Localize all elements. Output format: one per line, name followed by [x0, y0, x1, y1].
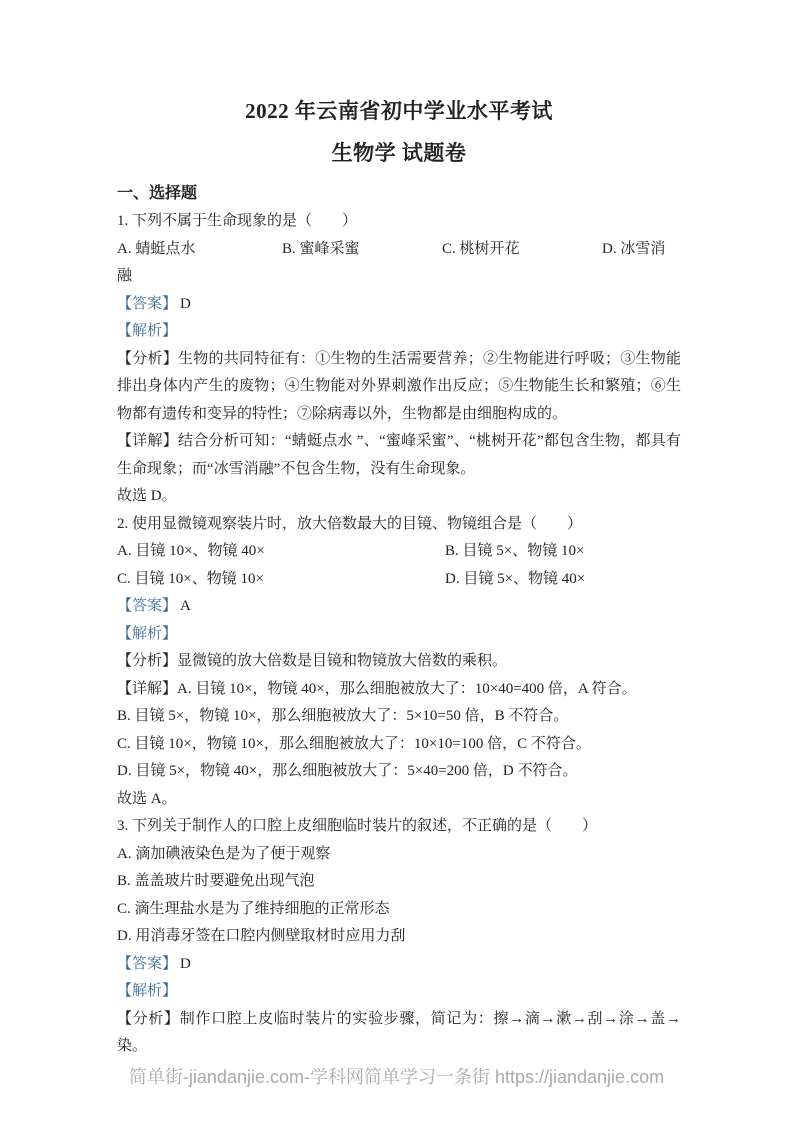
question-1-analysis: 【分析】生物的共同特征有：①生物的生活需要营养；②生物能进行呼吸；③生物能排出身体内产生的废物；④生物能对外界刺激作出反应；⑤生物能生长和繁殖；⑥生物都有遗传和变异的特性；⑦除病毒以外，生物都是由细胞构成的。 — [117, 350, 681, 422]
option-q1-d-wrap: 融 — [117, 268, 133, 284]
question-1-conclusion: 故选 D。 — [117, 488, 177, 504]
answer-value: A — [180, 598, 191, 614]
question-3-analysis: 【分析】制作口腔上皮临时装片的实验步骤，简记为：擦→滴→漱→刮→涂→盖→染。 — [117, 1010, 681, 1054]
question-2-options-row-2 — [117, 566, 681, 594]
option-q2-d: D. 目镜 5×、物镜 40× — [445, 570, 586, 587]
exam-title: 2022 年云南省初中学业水平考试 — [245, 99, 553, 123]
option-q3-d: D. 用消毒牙签在口腔内侧壁取材时应用力刮 — [117, 928, 406, 944]
question-3-answer-line — [117, 951, 681, 979]
option-q2-c: C. 目镜 10×、物镜 10× — [117, 570, 264, 587]
question-2-stem: 2. 使用显微镜观察装片时，放大倍数最大的目镜、物镜组合是（ ） — [117, 515, 583, 532]
section-heading: 一、选择题 — [117, 185, 198, 202]
exam-subtitle: 生物学 试题卷 — [331, 141, 467, 165]
answer-label: 【答案】 — [117, 598, 178, 614]
question-2-conclusion: 故选 A。 — [117, 790, 177, 807]
answer-label: 【答案】 — [117, 955, 178, 972]
question-2-detail-c: C. 目镜 10×，物镜 10×，那么细胞被放大了：10×10=100 倍，C 不符合。 — [117, 735, 591, 752]
option-q3-c: C. 滴生理盐水是为了维持细胞的正常形态 — [117, 900, 390, 917]
question-1-answer-line — [117, 291, 681, 319]
option-q3-a: A. 滴加碘液染色是为了便于观察 — [117, 845, 331, 862]
question-2-detail-d: D. 目镜 5×，物镜 40×，那么细胞被放大了：5×40=200 倍，D 不符合。 — [117, 763, 578, 779]
question-1-jiexi-line — [117, 318, 681, 346]
option-q1-a: A. 蜻蜓点水 — [117, 240, 196, 257]
question-2-jiexi-line — [117, 621, 681, 649]
question-2-detail-a: 【详解】A. 目镜 10×，物镜 40×，那么细胞被放大了：10×40=400 倍，A 符合。 — [117, 680, 637, 697]
question-3-jiexi-line — [117, 978, 681, 1006]
question-1-detail: 【详解】结合分析可知：“蜻蜓点水 ”、“蜜峰采蜜”、“桃树开花”都包含生物，都具有生命现象；而“冰雪消融”不包含生物，没有生命现象。 — [117, 433, 681, 477]
option-q1-c: C. 桃树开花 — [442, 240, 520, 257]
analysis-label: 【解析】 — [117, 323, 178, 339]
analysis-label: 【解析】 — [117, 983, 178, 999]
footer-watermark: 简单街-jiandanjie.com-学科网简单学习一条街 https://jiandanjie.com — [128, 1067, 665, 1087]
question-2-answer-line — [117, 593, 681, 621]
option-q1-b: B. 蜜峰采蜜 — [282, 240, 360, 257]
option-q2-b: B. 目镜 5×、物镜 10× — [445, 543, 585, 559]
option-q2-a: A. 目镜 10×、物镜 40× — [117, 543, 265, 559]
analysis-label: 【解析】 — [117, 625, 178, 642]
question-2-analysis: 【分析】显微镜的放大倍数是目镜和物镜放大倍数的乘积。 — [117, 653, 508, 669]
option-q1-d: D. 冰雪消 — [602, 240, 666, 257]
document-page — [117, 96, 681, 1061]
question-3-stem: 3. 下列关于制作人的口腔上皮细胞临时装片的叙述，不正确的是（ ） — [117, 818, 598, 834]
answer-label: 【答案】 — [117, 295, 178, 312]
answer-value: D — [180, 295, 191, 312]
answer-value: D — [180, 955, 191, 972]
option-q3-b: B. 盖盖玻片时要避免出现气泡 — [117, 873, 315, 889]
question-1-stem: 1. 下列不属于生命现象的是（ ） — [117, 213, 358, 229]
question-2-detail-b: B. 目镜 5×，物镜 10×，那么细胞被放大了：5×10=50 倍，B 不符合。 — [117, 708, 569, 724]
question-1-options-row — [117, 236, 681, 264]
question-2-options-row-1 — [117, 538, 681, 566]
